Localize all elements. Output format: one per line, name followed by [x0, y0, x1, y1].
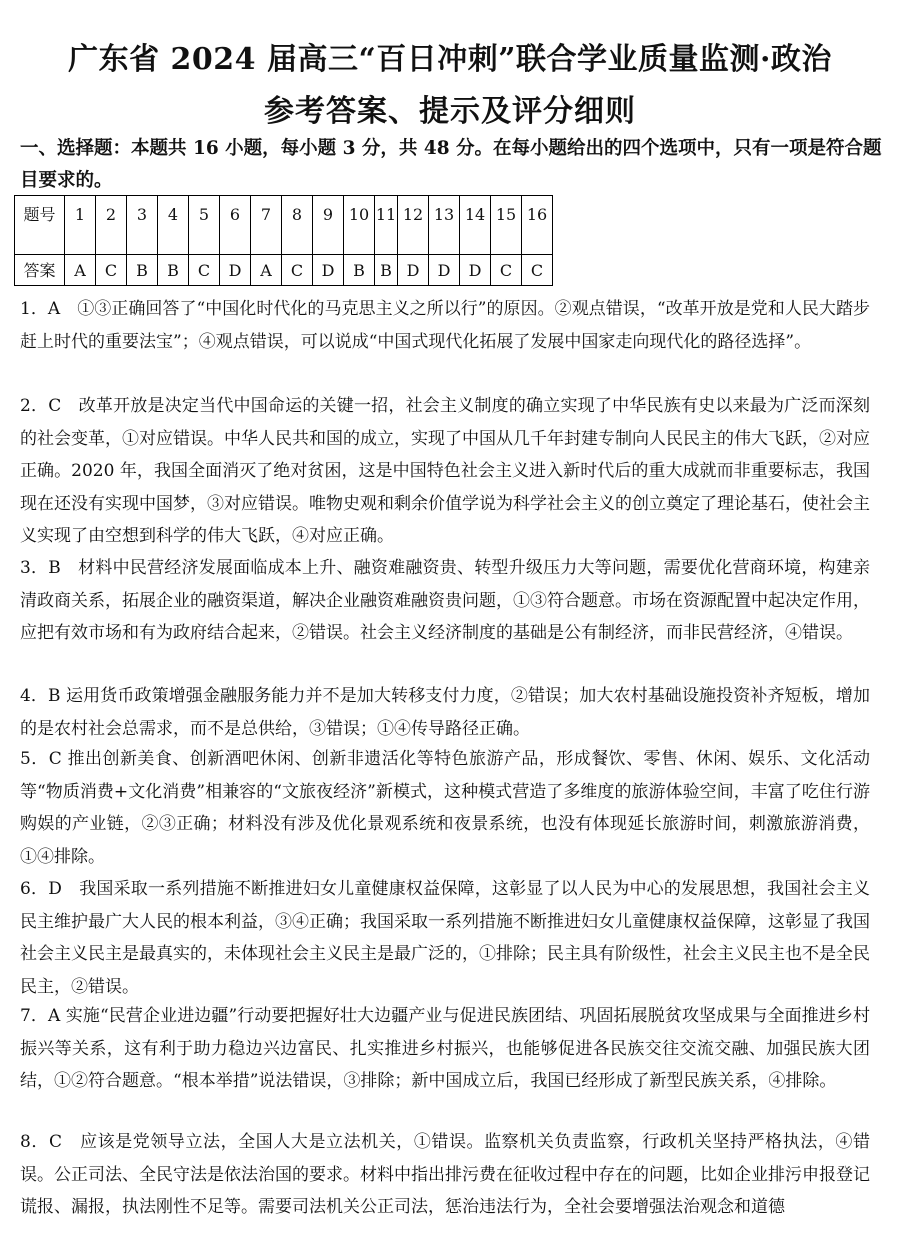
explanation-5: 5．C 推出创新美食、创新酒吧休闲、创新非遗活化等特色旅游产品，形成餐饮、零售、休闲、娱乐、文化活动等“物质消费+文化消费”相兼容的“文旅夜经济”新模式，这种模式营造了多维度的旅游体验空间，丰富了吃住行游购娱的产业链，②③正确；材料没有涉及优化景观系统和夜景系统，也没有体现延长旅游时间，刺激旅游消费，①④排除。: [20, 749, 870, 867]
explanation-1: 1．A ①③正确回答了“中国化时代化的马克思主义之所以行”的原因。②观点错误，“改革开放是党和人民大踏步赶上时代的重要法宝”；④观点错误，可以说成“中国式现代化拓展了发展中国家走向现代化的路径选择”。: [20, 299, 870, 352]
answer-table: [14, 195, 553, 286]
row-label-answer: 答案: [15, 255, 65, 286]
answer-letter: D: [313, 255, 344, 286]
question-number: 9: [313, 196, 344, 255]
explanation-6: 6．D 我国采取一系列措施不断推进妇女儿童健康权益保障，这彰显了以人民为中心的发展思想，我国社会主义民主维护最广大人民的根本利益，③④正确；我国采取一系列措施不断推进妇女儿童健康权益保障，这彰显了我国社会主义民主是最真实的，未体现社会主义民主是最广泛的，①排除；民主具有阶级性，社会主义民主也不是全民民主，②错误。: [20, 879, 870, 997]
answer-letter: D: [398, 255, 429, 286]
answer-letter: C: [282, 255, 313, 286]
question-number: 15: [491, 196, 522, 255]
question-number: 16: [522, 196, 553, 255]
question-number: 6: [220, 196, 251, 255]
question-number: 1: [65, 196, 96, 255]
question-number: 8: [282, 196, 313, 255]
answer-table-number-row: [15, 196, 553, 255]
answer-letter: C: [491, 255, 522, 286]
row-label-number: 题号: [15, 196, 65, 255]
question-number: 13: [429, 196, 460, 255]
question-number: 7: [251, 196, 282, 255]
answer-letter: C: [189, 255, 220, 286]
question-number: 2: [96, 196, 127, 255]
question-number: 3: [127, 196, 158, 255]
answer-letter: B: [344, 255, 375, 286]
explanation-3: 3．B 材料中民营经济发展面临成本上升、融资难融资贵、转型升级压力大等问题，需要优化营商环境，构建亲清政商关系，拓展企业的融资渠道，解决企业融资难融资贵问题，①③符合题意。市场在资源配置中起决定作用，应把有效市场和有为政府结合起来，②错误。社会主义经济制度的基础是公有制经济，而非民营经济，④错误。: [20, 558, 870, 643]
answer-letter: B: [375, 255, 398, 286]
explanation-7: 7．A 实施“民营企业进边疆”行动要把握好壮大边疆产业与促进民族团结、巩固拓展脱贫攻坚成果与全面推进乡村振兴等关系，这有利于助力稳边兴边富民、扎实推进乡村振兴，也能够促进各民族交往交流交融、加强民族大团结，①②符合题意。“根本举措”说法错误，③排除；新中国成立后，我国已经形成了新型民族关系，④排除。: [20, 1006, 870, 1091]
question-number: 12: [398, 196, 429, 255]
answer-letter: D: [429, 255, 460, 286]
document-subtitle: 参考答案、提示及评分细则: [264, 94, 636, 129]
answer-letter: C: [522, 255, 553, 286]
explanation-4: 4．B 运用货币政策增强金融服务能力并不是加大转移支付力度，②错误；加大农村基础设施投资补齐短板，增加的是农村社会总需求，而不是总供给，③错误；①④传导路径正确。: [20, 686, 870, 739]
question-number: 14: [460, 196, 491, 255]
explanation-8: 8．C 应该是党领导立法，全国人大是立法机关，①错误。监察机关负责监察，行政机关坚持严格执法，④错误。公正司法、全民守法是依法治国的要求。材料中指出排污费在征收过程中存在的问题，比如企业排污申报登记谎报、漏报，执法刚性不足等。需要司法机关公正司法，惩治违法行为，全社会要增强法治观念和道德: [20, 1132, 870, 1217]
question-number: 4: [158, 196, 189, 255]
answer-letter: C: [96, 255, 127, 286]
answer-letter: D: [460, 255, 491, 286]
question-number: 5: [189, 196, 220, 255]
answer-letter: A: [251, 255, 282, 286]
section-one-heading: 一、选择题：本题共 16 小题，每小题 3 分，共 48 分。在每小题给出的四个选项中，只有一项是符合题目要求的。: [20, 138, 882, 191]
document-title: 广东省 2024 届高三“百日冲刺”联合学业质量监测·政治: [68, 42, 832, 77]
explanation-2: 2．C 改革开放是决定当代中国命运的关键一招，社会主义制度的确立实现了中华民族有史以来最为广泛而深刻的社会变革，①对应错误。中华人民共和国的成立，实现了中国从几千年封建专制向人民民主的伟大飞跃，②对应正确。2020 年，我国全面消灭了绝对贫困，这是中国特色社会主义进入新时代后的重大成就而非重要标志，我国现在还没有实现中国梦，③对应错误。唯物史观和剩余价值学说为科学社会主义的创立奠定了理论基石，使社会主义实现了由空想到科学的伟大飞跃，④对应正确。: [20, 396, 870, 546]
question-number: 11: [375, 196, 398, 255]
answer-letter: B: [158, 255, 189, 286]
question-number: 10: [344, 196, 375, 255]
answer-letter: B: [127, 255, 158, 286]
answer-table-answer-row: [15, 255, 553, 286]
answer-letter: A: [65, 255, 96, 286]
answer-letter: D: [220, 255, 251, 286]
